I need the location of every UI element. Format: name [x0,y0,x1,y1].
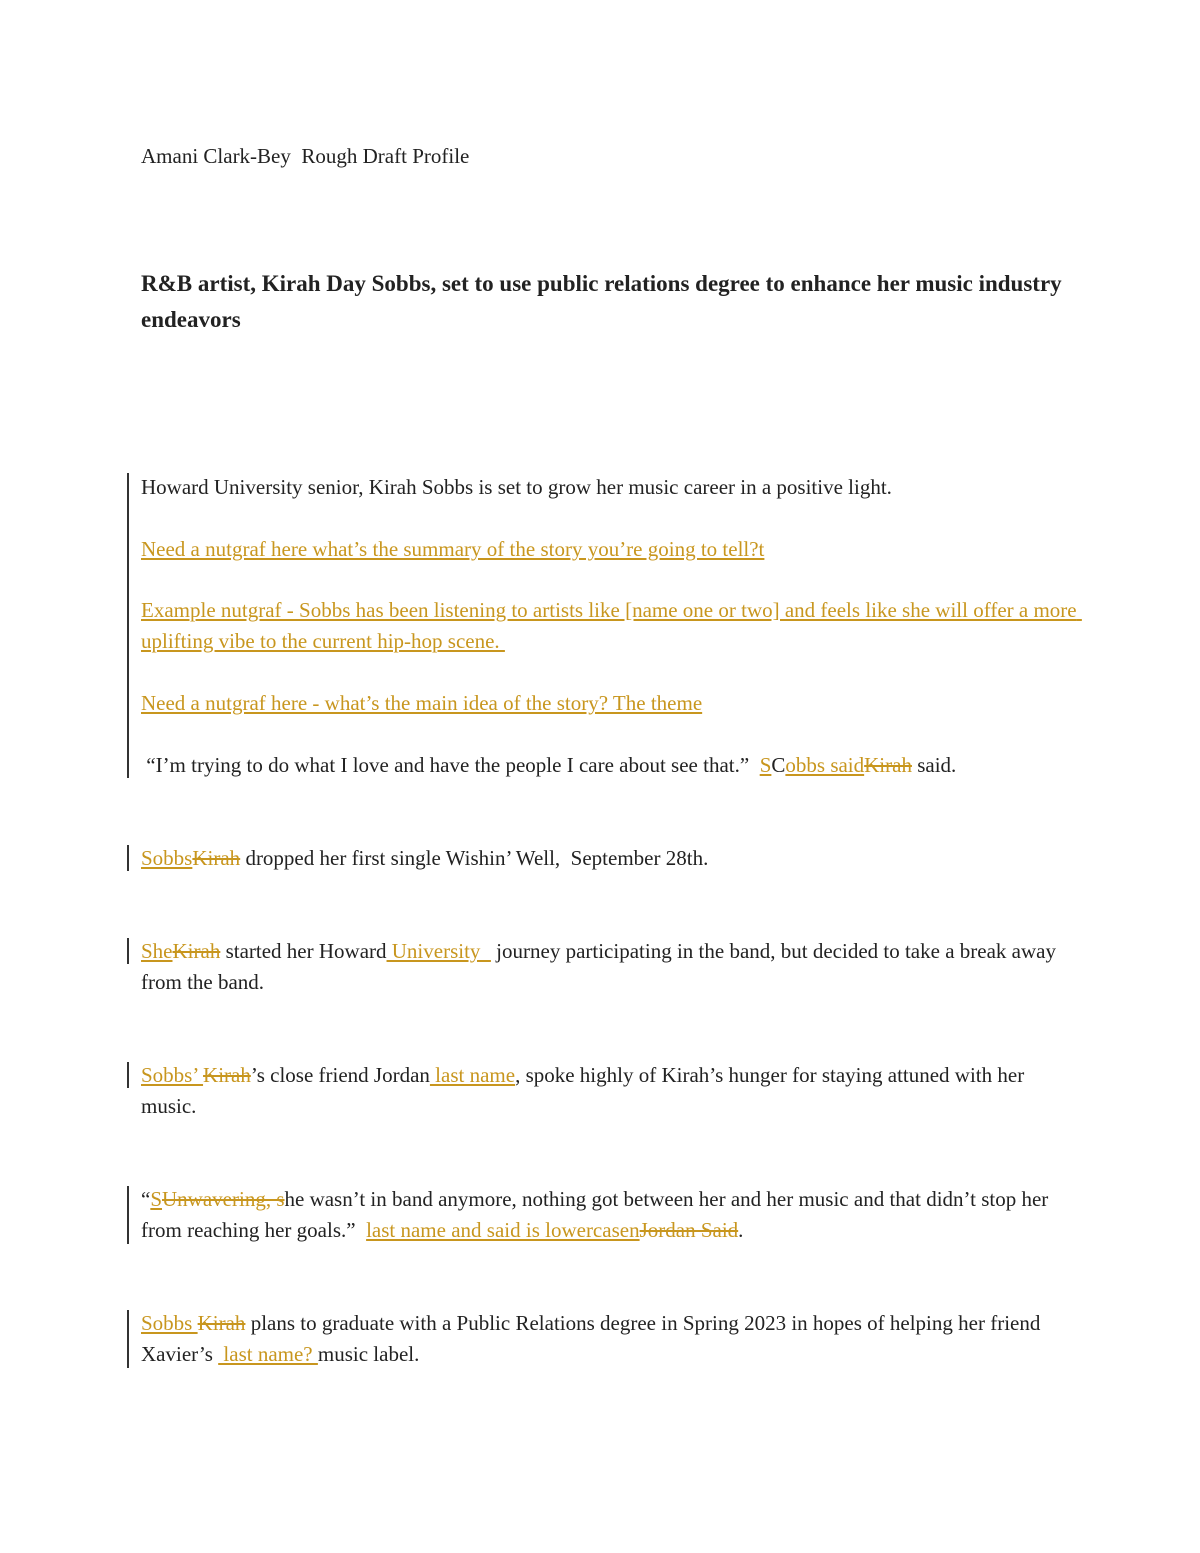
change-bar [127,473,129,504]
body-text: Howard University senior, Kirah Sobbs is set to grow her music career in a positive light. [141,475,892,499]
change-bar [127,1310,129,1368]
tracked-insertion: last name? [218,1342,318,1366]
change-bar [127,1186,129,1244]
body-text: ’s close friend Jordan [250,1063,430,1087]
body-text: dropped her first single Wishin’ Well, September 28th. [240,846,709,870]
headline: R&B artist, Kirah Day Sobbs, set to use public relations degree to enhance her music industry endeavors [141,271,1062,332]
body-text: plans to graduate with a Public Relations degree in Spring 2023 in hopes of helping her friend Xavier’s [141,1311,1046,1366]
body-text: “I’m trying to do what I love and have the people I care about see that.” [141,753,760,777]
body-text: , spoke highly of Kirah’s hunger for staying attuned with her music. [141,1063,1030,1118]
paragraph-single [141,843,1081,874]
change-bar [127,1062,129,1088]
paragraph-comment-nutgraf [141,534,1081,565]
body-text: started her Howard [220,939,387,963]
paragraph-friend [141,1060,1081,1122]
tracked-deletion: Jordan Said [639,1218,739,1242]
change-bar [127,690,129,721]
paragraph-friend-quote [141,1184,1081,1246]
tracked-deletion: Kirah [203,1063,251,1087]
tracked-insertion: Need a nutgraf here - what’s the main idea of the story? The theme [141,691,703,715]
paragraph-comment-example [141,595,1081,657]
document-title: Amani Clark-Bey Rough Draft Profile [141,144,470,168]
tracked-insertion: last name [429,1063,516,1087]
paragraph-quote [141,750,1081,781]
tracked-deletion: Kirah [172,939,221,963]
change-bar [127,721,129,752]
body-text: he wasn’t in band anymore, nothing got between her and her music and that didn’t stop her from reaching her goals.” [141,1187,1054,1242]
tracked-insertion: Sobbs’ [141,1063,204,1087]
tracked-insertion: obbs said [785,753,865,777]
tracked-insertion: She [141,939,173,963]
tracked-insertion: Example nutgraf - Sobbs has been listening to artists like [name one or two] and feels like she will offer a more uplifting vibe to the current hip-hop scene. [141,598,1082,653]
change-bar [127,504,129,535]
body-text: . [738,1218,744,1242]
change-bar [127,597,129,659]
tracked-deletion: Kirah [192,846,241,870]
tracked-insertion: Need a nutgraf here what’s the summary of the story you’re going to tell?t [141,537,765,561]
body-text: “ [141,1187,151,1211]
body-text: journey participating in the band, but decided to take a break away from the band. [141,939,1062,994]
change-bar [127,659,129,690]
tracked-insertion: Sobbs [141,1311,198,1335]
body-text: music label. [317,1342,420,1366]
change-bar [127,566,129,597]
paragraph-lede [141,472,1081,503]
tracked-insertion: last name and said is lowercasen [366,1218,640,1242]
change-bar [127,752,129,778]
tracked-insertion: S [150,1187,163,1211]
body-text: said. [911,753,957,777]
change-bar [127,845,129,871]
body-text: C [771,753,786,777]
tracked-deletion: Kirah [197,1311,246,1335]
tracked-insertion: S [759,753,772,777]
tracked-insertion: University [386,939,491,963]
paragraph-graduation [141,1308,1081,1370]
tracked-insertion: Sobbs [141,846,193,870]
paragraph-comment-theme [141,688,1081,719]
change-bar [127,938,129,964]
tracked-deletion: Kirah [864,753,912,777]
change-bar [127,535,129,566]
paragraph-band [141,936,1081,998]
tracked-deletion: Unwavering, s [162,1187,285,1211]
